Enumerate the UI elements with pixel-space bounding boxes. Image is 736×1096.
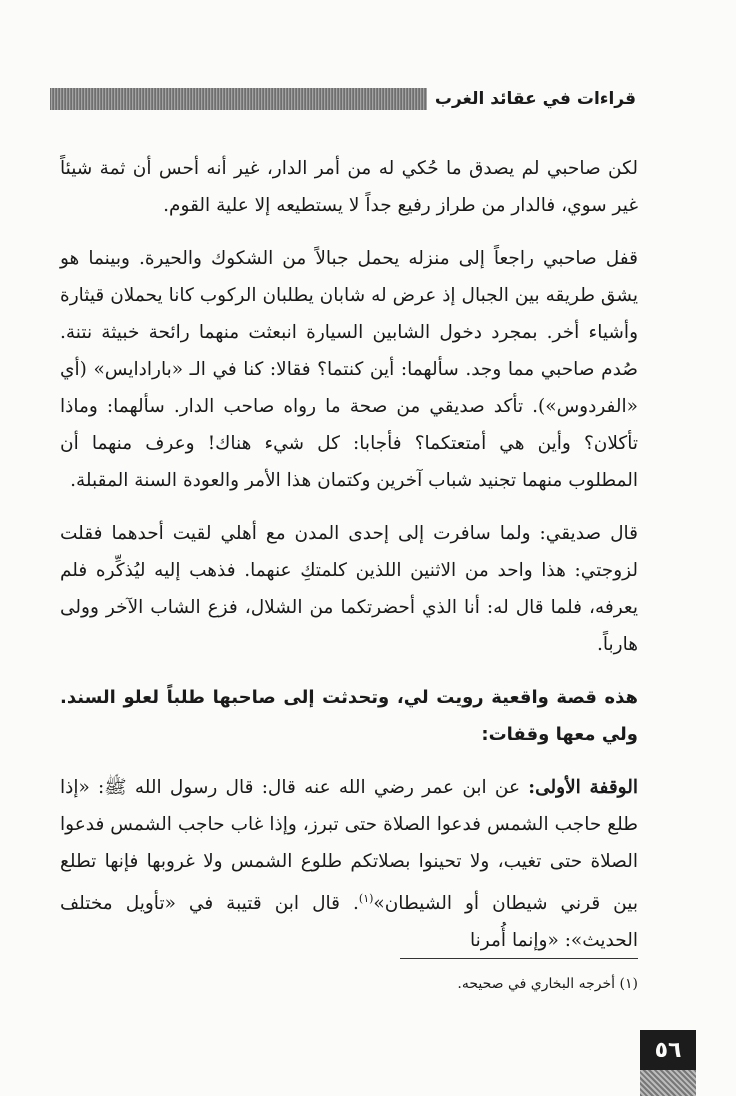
first-stop-label: الوقفة الأولى: (528, 777, 639, 798)
paragraph-3: قال صديقي: ولما سافرت إلى إحدى المدن مع أهلي لقيت أحدهما فقلت لزوجتي: هذا واحد من الاثنين اللذين كلمتكِ عنهما. فذهب إليه ليُذكِّره فلم يعرفه، فلما قال له: أنا الذي أحضرتكما من الشلال، فزع الشاب الآخر وولى هارباً. (60, 523, 638, 655)
footnote: (١) أخرجه البخاري في صحيحه. (457, 976, 638, 992)
paragraph-1: لكن صاحبي لم يصدق ما حُكي له من أمر الدار، غير أنه أحس أن ثمة شيئاً غير سوي، فالدار من طراز رفيع جداً لا يستطيعه إلا علية القوم. (60, 158, 638, 216)
hadith-text: عن ابن عمر رضي الله عنه قال: قال رسول الله ﷺ: «إذا طلع حاجب الشمس فدعوا الصلاة حتى تبرز، وإذا غاب حاجب الشمس فدعوا الصلاة حتى تغيب، ولا تحينوا بصلاتكم طلوع الشمس ولا غروبها فإنها تطلع بين قرني شيطان أو الشيطان» (60, 777, 638, 915)
footnote-divider (400, 958, 638, 959)
running-header (50, 86, 636, 112)
bold-paragraph: هذه قصة واقعية رويت لي، وتحدثت إلى صاحبها طلباً لعلو السند. ولي معها وقفات: (60, 687, 638, 745)
footnote-marker: (١) (358, 892, 374, 905)
hadith-tail: . قال ابن قتيبة في «تأويل مختلف الحديث»: «وإنما أُمرنا (60, 893, 638, 952)
paragraph-2: قفل صاحبي راجعاً إلى منزله يحمل جبالاً من الشكوك والحيرة. وبينما هو يشق طريقه بين الجبال إذ عرض له شابان يطلبان الركوب كانا يحملان قيثارة وأشياء أخر. بمجرد دخول الشابين السيارة انبعثت منهما رائحة خبيثة نتنة. صُدم صاحبي مما وجد. سألهما: أين كنتما؟ فقالا: كنا في الـ «بارادايس» (أي «الفردوس»). تأكد صديقي من صحة ما رواه صاحب الدار. سألهما: وماذا تأكلان؟ وأين هي أمتعتكما؟ فأجابا: كل شيء هناك! وعرف منهما أن المطلوب منهما تجنيد شباب آخرين وكتمان هذا الأمر والعودة السنة المقبلة. (60, 248, 638, 491)
header-decorative-bar (50, 88, 427, 110)
book-title: قراءات في عقائد الغرب (434, 89, 636, 109)
page-body (60, 150, 638, 975)
corner-decoration (640, 1070, 696, 1096)
page-number: ٥٦ (640, 1030, 696, 1070)
paragraph-hadith (60, 769, 638, 959)
